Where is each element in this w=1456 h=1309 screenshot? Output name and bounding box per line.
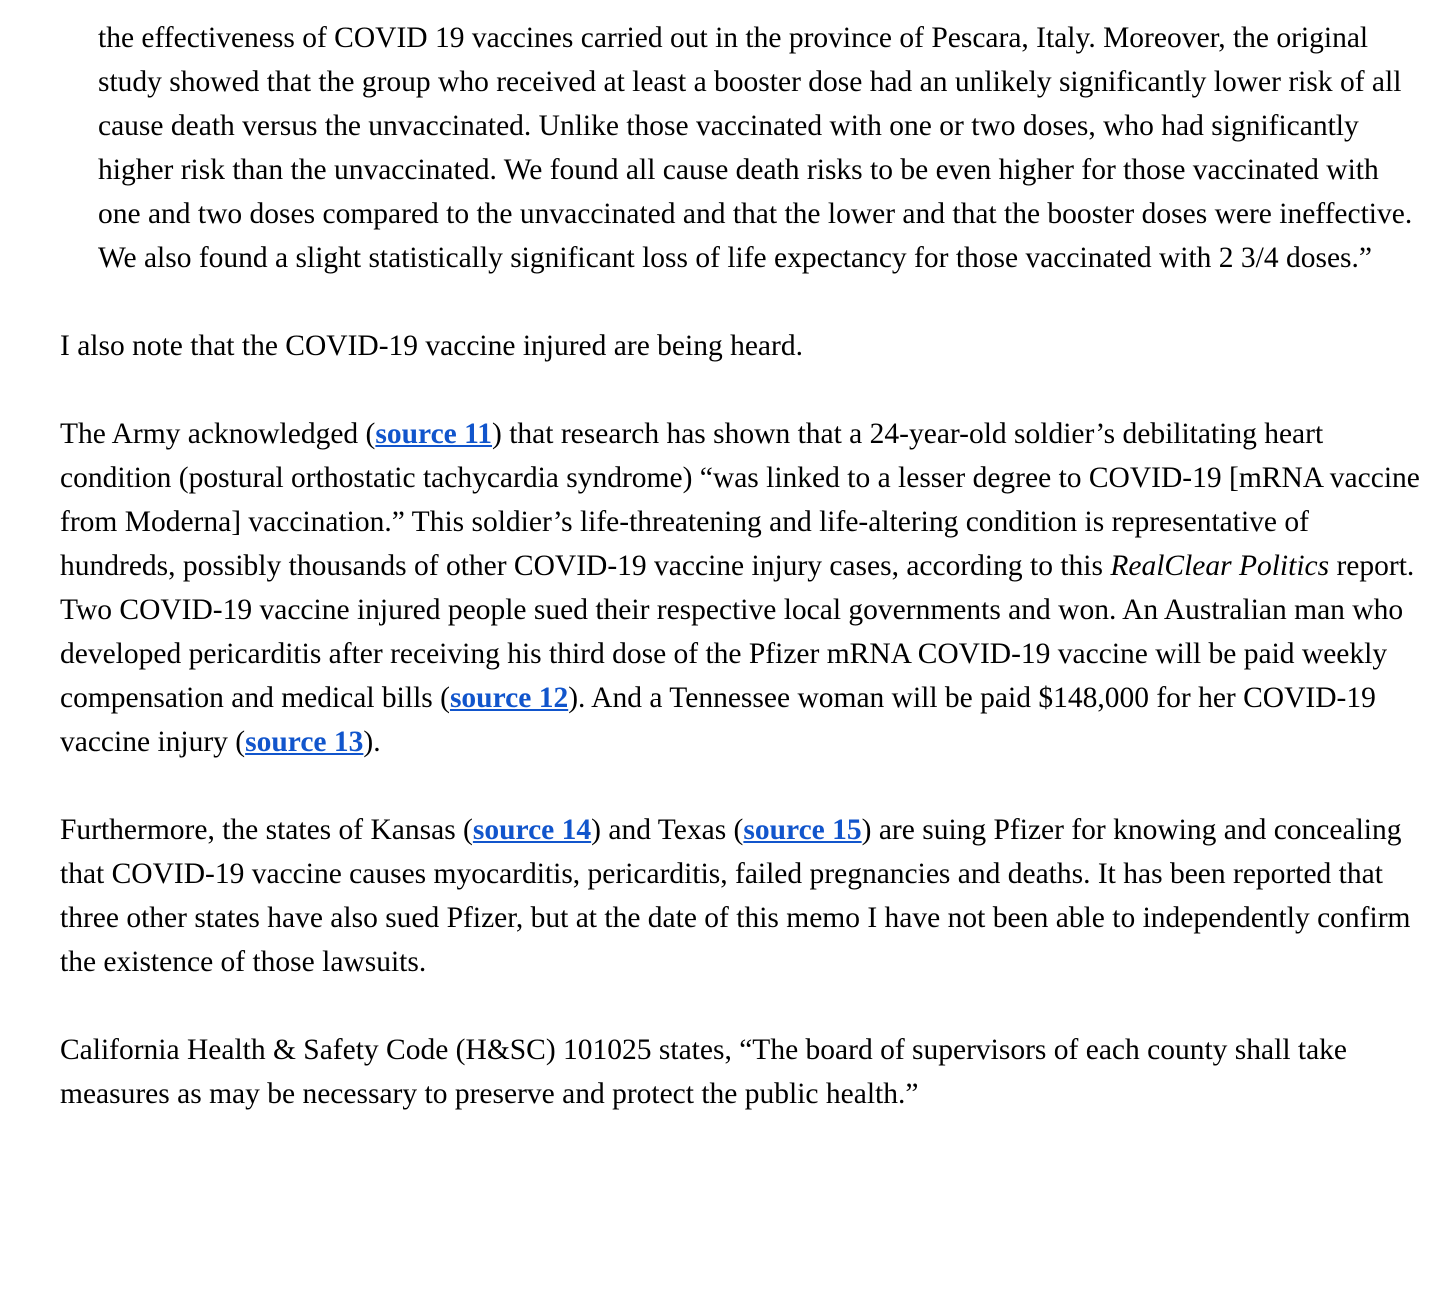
blockquote-paragraph [60, 16, 1425, 280]
text-run: The Army acknowledged ( [60, 418, 376, 450]
text-run: I also note that the COVID-19 vaccine injured are being heard. [60, 330, 803, 362]
document-body [60, 16, 1425, 1116]
text-run: report. Two COVID-19 vaccine injured people sued their respective local governments and won. An Australian man who developed pericarditis after receiving his third dose of the Pfizer mRNA COVID-19 vaccine will be paid weekly compensation and medical bills ( [60, 550, 1415, 714]
link-source-12[interactable]: source 12 [449, 682, 569, 714]
text-run: ) and Texas ( [591, 814, 744, 846]
link-source-11[interactable]: source 11 [375, 418, 493, 450]
text-run: ) are suing Pfizer for knowing and concealing that COVID-19 vaccine causes myocarditis, pericarditis, failed pregnancies and deaths. It has been reported that three other states have also sued Pfizer, but at the date of this memo I have not been able to independently confirm the existence of those lawsuits. [60, 814, 1411, 978]
paragraph [60, 324, 1425, 368]
paragraph [60, 1028, 1425, 1116]
text-run: ) that research has shown that a 24-year-old soldier’s debilitating heart condition (postural orthostatic tachycardia syndrome) “was linked to a lesser degree to COVID-19 [mRNA vaccine from Moderna] vaccination.” This soldier’s life-threatening and life-altering condition is representative of hundreds, possibly thousands of other COVID-19 vaccine injury cases, according to this [60, 418, 1420, 582]
text-run: ). And a Tennessee woman will be paid $148,000 for her COVID-19 vaccine injury ( [60, 682, 1376, 758]
paragraph [60, 808, 1425, 984]
text-run: California Health & Safety Code (H&SC) 101025 states, “The board of supervisors of each county shall take measures as may be necessary to preserve and protect the public health.” [60, 1034, 1348, 1110]
text-run: ). [363, 726, 381, 758]
link-source-15[interactable]: source 15 [743, 814, 862, 846]
italic-text-run: RealClear Politics [1110, 550, 1330, 582]
text-run: Furthermore, the states of Kansas ( [60, 814, 473, 846]
link-source-14[interactable]: source 14 [472, 814, 592, 846]
text-run: the effectiveness of COVID 19 vaccines carried out in the province of Pescara, Italy. Moreover, the original study showed that the group who received at least a booster dose had an unlikely significantly lower risk of all cause death versus the unvaccinated. Unlike those vaccinated with one or two doses, who had significantly higher risk than the unvaccinated. We found all cause death risks to be even higher for those vaccinated with one and two doses compared to the unvaccinated and that the lower and that the booster doses were ineffective. We also found a slight statistically significant loss of life expectancy for those vaccinated with 2 3/4 doses.” [98, 22, 1413, 274]
paragraph [60, 412, 1425, 764]
link-source-13[interactable]: source 13 [245, 726, 364, 758]
